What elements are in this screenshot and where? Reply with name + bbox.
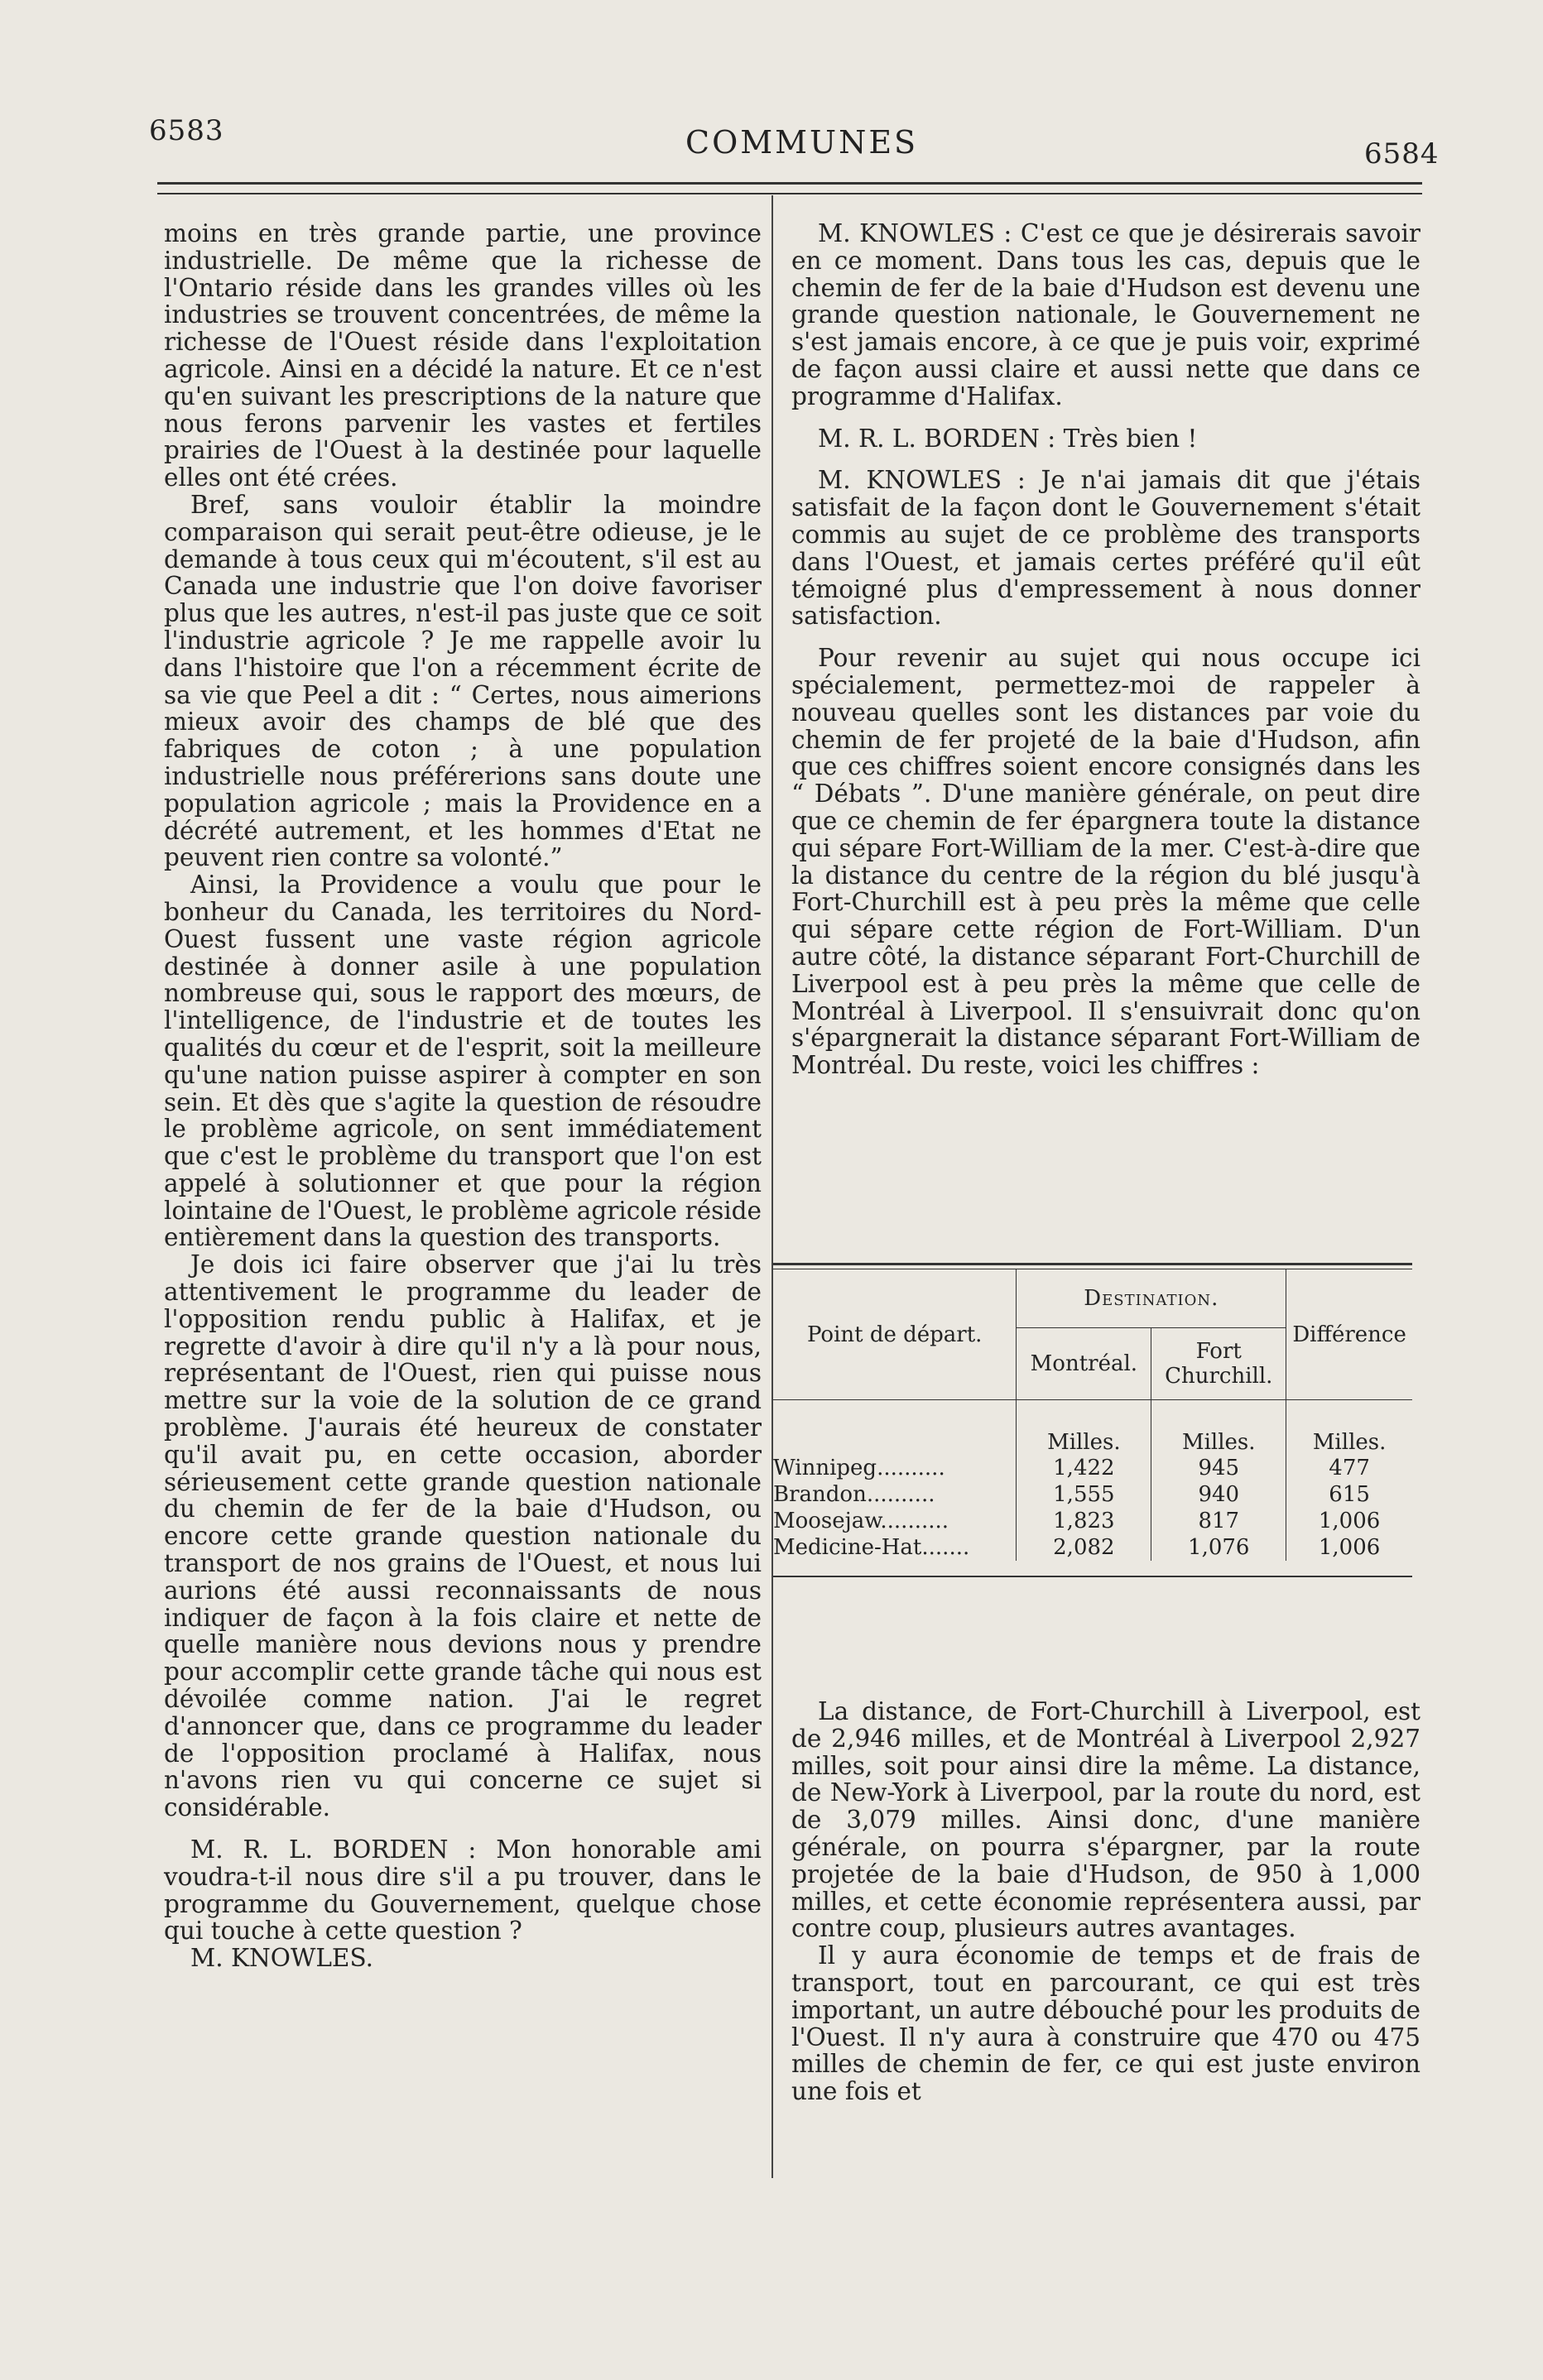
header-fort-churchill: Fort Churchill. bbox=[1151, 1328, 1286, 1400]
column-divider bbox=[772, 195, 773, 2178]
difference-value: 1,006 bbox=[1318, 1509, 1381, 1533]
paragraph: La distance, de Fort-Churchill à Liverpool, est de 2,946 milles, et de Montréal à Liverpool 2,927 milles, soit pour ainsi dire la même. La distance, de New-York à Liverpool, par la route du nord, est de 3,079 milles. Ainsi donc, d'une manière générale, on pourra s'épargner, par la route projetée de la baie d'Hudson, de 950 à 1,000 milles, et cette économie représentera aussi, par contre coup, plusieurs autres avantages. bbox=[791, 1697, 1420, 1943]
fort-churchill-distance: 1,076 bbox=[1151, 1534, 1286, 1561]
header-destination: Destination. bbox=[1017, 1269, 1286, 1328]
fort-churchill-distance: 817 bbox=[1151, 1508, 1286, 1534]
paragraph: Pour revenir au sujet qui nous occupe ici spécialement, permettez-moi de rappeler à nouveau quelles sont les distances par voie du chemin de fer projeté de la baie d'Hudson, afin que ces chiffres soient encore consignés dans les “ Débats ”. D'une manière générale, on peut dire que ce chemin de fer épargnera toute la distance qui sépare Fort-William de la mer. C'est-à-dire que la distance du centre de la région du blé jusqu'à Fort-Churchill est à peu près la même que celle qui sépare cette région de Fort-William. D'un autre côté, la distance séparant Fort-Churchill de Liverpool est à peu près la même que celle de Montréal à Liverpool. Il s'ensuivrait donc qu'on s'épargnerait la distance séparant Fort-William de Montréal. Du reste, voici les chiffres : bbox=[791, 644, 1420, 1080]
paragraph: Bref, sans vouloir établir la moindre comparaison qui serait peut-être odieuse, je le demande à tous ceux qui m'écoutent, s'il est au Canada une industrie que l'on doive favoriser plus que les autres, n'est-il pas juste que ce soit l'industrie agricole ? Je me rappelle avoir lu dans l'histoire que l'on a récemment écrite de sa vie que Peel a dit : “ Certes, nous aimerions mieux avoir des champs de blé que des fabriques de coton ; à une population industrielle nous préférerions sans doute une population agricole ; mais la Providence en a décrété autrement, et les hommes d'Etat ne peuvent rien contre sa volonté.” bbox=[164, 490, 762, 872]
city-name: Winnipeg bbox=[773, 1456, 877, 1480]
paragraph: Ainsi, la Providence a voulu que pour le bonheur du Canada, les territoires du Nord-Ouest fussent une vaste région agricole destinée à donner asile à une population nombreuse qui, sous le rapport des mœurs, de l'intelligence, de l'industrie et de toutes les qualités du cœur et de l'esprit, soit la meilleure qu'une nation puisse aspirer à compter en son sein. Et dès que s'agite la question de résoudre le problème agricole, on sent immédiatement que c'est le problème du transport que l'on est appelé à solutionner et que pour la région lointaine de l'Ouest, le problème agricole réside entièrement dans la question des transports. bbox=[164, 871, 762, 1252]
leader-dots: .......... bbox=[877, 1456, 945, 1480]
header-difference: Différence bbox=[1292, 1322, 1406, 1347]
unit-label: Milles. bbox=[1151, 1400, 1286, 1456]
fort-churchill-distance: 945 bbox=[1151, 1455, 1286, 1481]
paragraph: M. KNOWLES : Je n'ai jamais dit que j'étais satisfait de la façon dont le Gouvernement s'était commis au sujet de ce problème des transports dans l'Ouest, et jamais certes préféré qu'il eût témoigné plus d'empressement à nous donner satisfaction. bbox=[791, 466, 1420, 631]
running-title: COMMUNES bbox=[685, 124, 919, 161]
leader-dots: ....... bbox=[921, 1535, 970, 1560]
montreal-distance: 1,422 bbox=[1017, 1455, 1151, 1481]
unit-spacer bbox=[773, 1400, 1017, 1456]
difference-value: 477 bbox=[1329, 1456, 1370, 1480]
page-number-right: 6584 bbox=[1364, 137, 1440, 170]
paragraph: M. KNOWLES : C'est ce que je désirerais savoir en ce moment. Dans tous les cas, depuis que le chemin de fer de la baie d'Hudson est devenu une grande question nationale, le Gouvernement ne s'est jamais encore, à ce que je puis voir, exprimé de façon aussi claire et aussi nette que dans ce programme d'Halifax. bbox=[791, 219, 1420, 410]
table-top-rule bbox=[773, 1263, 1412, 1269]
difference-value: 1,006 bbox=[1318, 1535, 1381, 1560]
right-column-continued bbox=[791, 1698, 1420, 2105]
header-montreal: Montréal. bbox=[1017, 1328, 1151, 1400]
city-name: Brandon bbox=[773, 1482, 867, 1507]
distance-table bbox=[773, 1263, 1412, 1577]
leader-dots: .......... bbox=[880, 1509, 949, 1533]
montreal-distance: 2,082 bbox=[1017, 1534, 1151, 1561]
paragraph: M. KNOWLES. bbox=[190, 1944, 373, 1973]
table-row bbox=[773, 1481, 1412, 1508]
montreal-distance: 1,823 bbox=[1017, 1508, 1151, 1534]
unit-label: Milles. bbox=[1017, 1400, 1151, 1456]
unit-label: Milles. bbox=[1286, 1400, 1412, 1456]
city-name: Moosejaw bbox=[773, 1509, 881, 1533]
montreal-distance: 1,555 bbox=[1017, 1481, 1151, 1508]
city-name: Medicine-Hat bbox=[773, 1535, 922, 1560]
table-bottom-rule bbox=[773, 1576, 1412, 1577]
page-number-left: 6583 bbox=[149, 114, 224, 147]
paragraph: Il y aura économie de temps et de frais de transport, tout en parcourant, ce qui est très important, un autre débouché pour les produits de l'Ouest. Il n'y aura à construire que 470 ou 475 milles de chemin de fer, ce qui est juste environ une fois et bbox=[791, 1941, 1420, 2106]
right-column bbox=[791, 220, 1420, 1079]
paragraph: Je dois ici faire observer que j'ai lu très attentivement le programme du leader de l'opposition rendu public à Halifax, et je regrette d'avoir à dire qu'il n'y a là pour nous, représentant de l'Ouest, rien qui puisse nous mettre sur la voie de la solution de ce grand problème. J'aurais été heureux de constater qu'il avait pu, en cette occasion, aborder sérieusement cette grande question nationale du chemin de fer de la baie d'Hudson, ou encore cette grande question nationale du transport de nos grains de l'Ouest, et nous lui aurions été aussi reconnaissants de nous indiquer de façon à la fois claire et nette de quelle manière nous devions nous y prendre pour accomplir cette grande tâche qui nous est dévoilée comme nation. J'ai le regret d'annoncer que, dans ce programme du leader de l'opposition proclamé à Halifax, nous n'avons rien vu qui concerne ce sujet si considérable. bbox=[164, 1250, 762, 1822]
leader-dots: .......... bbox=[866, 1482, 935, 1507]
fort-churchill-distance: 940 bbox=[1151, 1481, 1286, 1508]
table-row bbox=[773, 1455, 1412, 1481]
left-column bbox=[164, 220, 762, 1972]
header-rule bbox=[157, 182, 1422, 194]
difference-value: 615 bbox=[1329, 1482, 1370, 1507]
table-row bbox=[773, 1508, 1412, 1534]
paragraph: M. R. L. BORDEN : Mon honorable ami voudra-t-il nous dire s'il a pu trouver, dans le programme du Gouvernement, quelque chose qui touche à cette question ? bbox=[164, 1835, 762, 1946]
table-row bbox=[773, 1534, 1412, 1561]
header-point-de-depart: Point de départ. bbox=[773, 1269, 1017, 1400]
paragraph: M. R. L. BORDEN : Très bien ! bbox=[818, 424, 1198, 453]
paragraph: moins en très grande partie, une province industrielle. De même que la richesse de l'Ontario réside dans les grandes villes où les industries se trouvent concentrées, de même la richesse de l'Ouest réside dans l'exploitation agricole. Ainsi en a décidé la nature. Et ce n'est qu'en suivant les prescriptions de la nature que nous ferons parvenir les vastes et fertiles prairies de l'Ouest à la destinée pour laquelle elles ont été crées. bbox=[164, 219, 762, 492]
